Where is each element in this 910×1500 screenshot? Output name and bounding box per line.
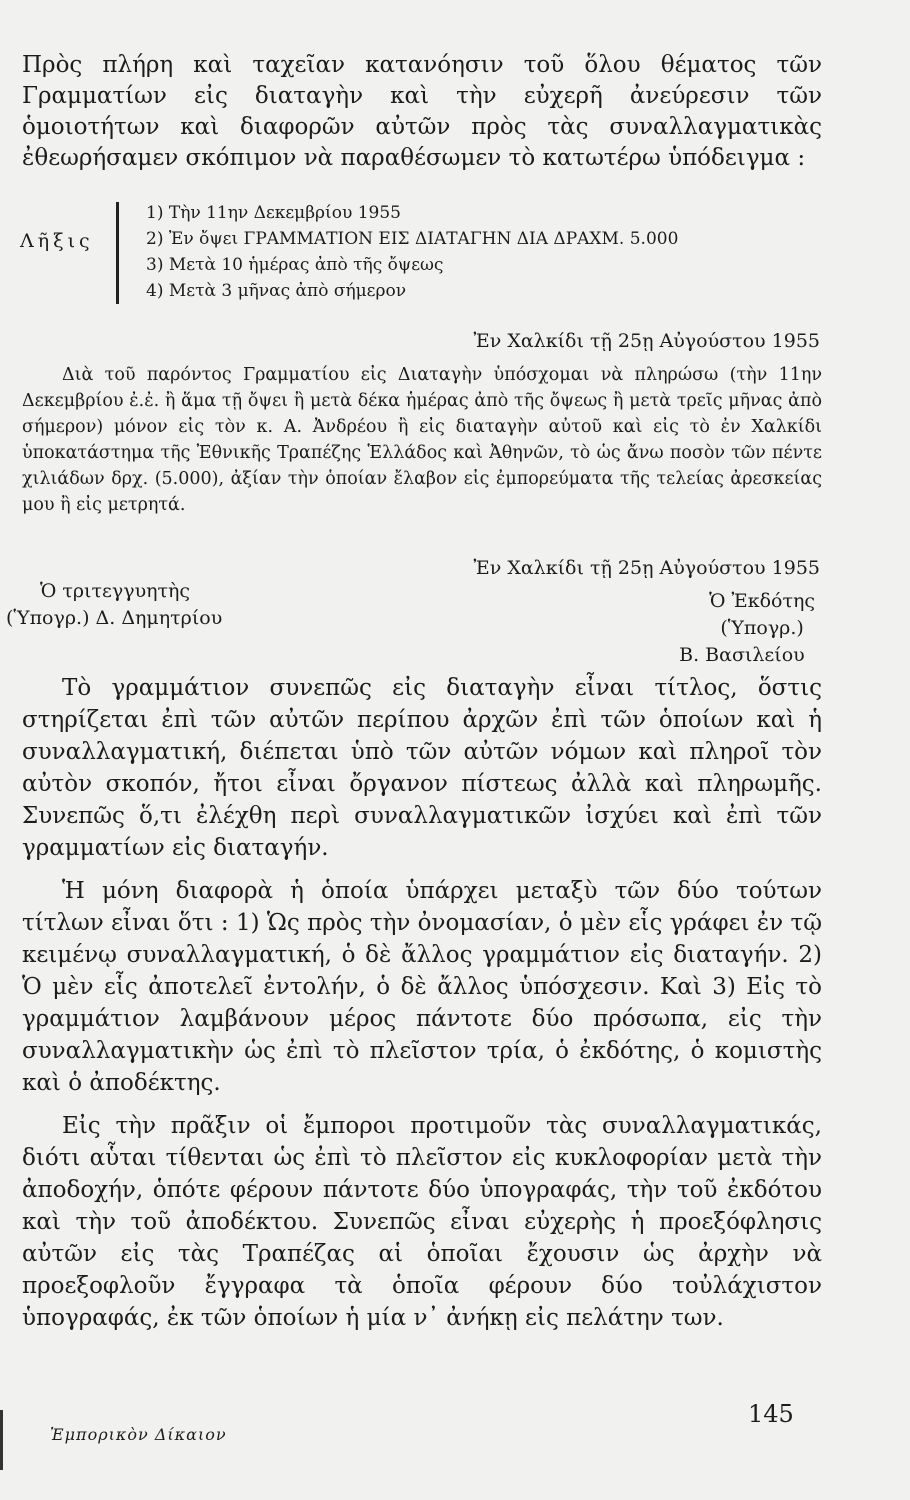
maturity-option: 2) Ἐν ὄψει ΓΡΑΜΜΑΤΙΟΝ ΕΙΣ ΔΙΑΤΑΓΗΝ ΔΙΑ ΔΡΑΧΜ. 5.000: [146, 229, 679, 249]
page-edge-shadow: [0, 1410, 3, 1470]
bracket-bar: [116, 202, 119, 304]
guarantor-name: (Ὑπογρ.) Δ. Δημητρίου: [6, 607, 223, 629]
promissory-note-text: Διὰ τοῦ παρόντος Γραμματίου εἰς Διαταγὴν ὑπόσχομαι νὰ πληρώσω (τὴν 11ην Δεκεμβρίου ἐ.ἐ. ἢ ἅμα τῇ ὄψει ἢ μετὰ δέκα ἡμέρας ἀπὸ τῆς ὄψεως ἢ μετὰ τρεῖς μῆνας ἀπὸ σήμερον) μόνον εἰς τὸν κ. Α. Ἀνδρέου ἢ εἰς διαταγὴν αὐτοῦ καὶ εἰς τὸ ἐν Χαλκίδι ὑποκατάστημα τῆς Ἐθνικῆς Τραπέζης Ἑλλάδος καὶ Ἀθηνῶν, τὸ ὡς ἄνω ποσὸν τῶν πέντε χιλιάδων δρχ. (5.000), ἀξίαν τὴν ὁποίαν ἔλαβον εἰς ἐμπορεύματα τῆς τελείας ἀρεσκείας μου ἢ εἰς μετρητά.: [22, 365, 822, 515]
body-paragraph: Τὸ γραμμάτιον συνεπῶς εἰς διαταγὴν εἶναι τίτλος, ὅστις στηρίζεται ἐπὶ τῶν αὐτῶν περίπου ἀρχῶν ἐπὶ τῶν ὁποίων καὶ ἡ συναλλαγματική, διέπεται ὑπὸ τῶν αὐτῶν νόμων καὶ πληροῖ τὸν αὐτὸν σκοπόν, ἤτοι εἶναι ὄργανον πίστεως ἀλλὰ καὶ πληρωμῆς. Συνεπῶς ὅ,τι ἐλέχθη περὶ συναλλαγματικῶν ἰσχύει καὶ ἐπὶ τῶν γραμματίων εἰς διαταγήν.: [22, 675, 822, 861]
issuer-name: Β. Βασιλείου: [679, 644, 805, 666]
issuer-signature: [679, 588, 815, 669]
maturity-option: 3) Μετὰ 10 ἡμέρας ἀπὸ τῆς ὄψεως: [146, 255, 444, 275]
maturity-option: 4) Μετὰ 3 μῆνας ἀπὸ σήμερον: [146, 281, 407, 301]
page-number: 145: [748, 1400, 794, 1428]
guarantor-label: Ὁ τριτεγγυητὴς: [40, 580, 191, 602]
running-footer: Ἐμπορικὸν Δίκαιον: [50, 1425, 227, 1444]
guarantor-signature: [6, 578, 222, 632]
intro-paragraph: Πρὸς πλήρη καὶ ταχεῖαν κατανόησιν τοῦ ὅλου θέματος τῶν Γραμματίων εἰς διαταγὴν καὶ τὴν εὐχερῆ ἀνεύρεσιν τῶν ὁμοιοτήτων καὶ διαφορῶν αὐτῶν πρὸς τὰς συναλλαγματικὰς ἐθεωρήσαμεν σκόπιμον νὰ παραθέσωμεν τὸ κατωτέρω ὑπόδειγμα :: [22, 52, 822, 171]
body-paragraph: Εἰς τὴν πρᾶξιν οἱ ἔμποροι προτιμοῦν τὰς συναλλαγματικάς, διότι αὗται τίθενται ὡς ἐπὶ τὸ πλεῖστον εἰς κυκλοφορίαν μετὰ τὴν ἀποδοχήν, ὁπότε φέρουν πάντοτε δύο ὑπογραφάς, τὴν τοῦ ἐκδότου καὶ τὴν τοῦ ἀποδέκτου. Συνεπῶς εἶναι εὐχερὴς ἡ προεξόφλησις αὐτῶν εἰς τὰς Τραπέζας αἱ ὁποῖαι ἔχουσιν ὡς ἀρχὴν νὰ προεξοφλοῦν ἔγγραφα τὰ ὁποῖα φέρουν δύο τοὐλάχιστον ὑπογραφάς, ἐκ τῶν ὁποίων ἡ μία ν᾽ ἀνήκῃ εἰς πελάτην των.: [22, 1113, 822, 1331]
issuer-sign: (Ὑπογρ.): [720, 617, 804, 639]
place-date-2: Ἐν Χαλκίδι τῇ 25ῃ Αὐγούστου 1955: [473, 557, 820, 579]
place-date-1: Ἐν Χαλκίδι τῇ 25ῃ Αὐγούστου 1955: [473, 330, 820, 352]
issuer-label: Ὁ Ἐκδότης: [709, 590, 815, 612]
maturity-option: 1) Τὴν 11ην Δεκεμβρίου 1955: [146, 203, 401, 223]
maturity-options-list: [146, 200, 826, 304]
lexis-label: Λῆξις: [20, 230, 94, 252]
body-paragraph: Ἡ μόνη διαφορὰ ἡ ὁποία ὑπάρχει μεταξὺ τῶν δύο τούτων τίτλων εἶναι ὅτι : 1) Ὡς πρὸς τὴν ὀνομασίαν, ὁ μὲν εἷς γράφει ἐν τῷ κειμένῳ συναλλαγματική, ὁ δὲ ἄλλος γραμμάτιον εἰς διαταγήν. 2) Ὁ μὲν εἷς ἀποτελεῖ ἐντολήν, ὁ δὲ ἄλλος ὑπόσχεσιν. Καὶ 3) Εἰς τὸ γραμμάτιον λαμβάνουν μέρος πάντοτε δύο πρόσωπα, εἰς τὴν συναλλαγματικὴν ὡς ἐπὶ τὸ πλεῖστον τρία, ὁ ἐκδότης, ὁ κομιστὴς καὶ ὁ ἀποδέκτης.: [22, 878, 822, 1096]
